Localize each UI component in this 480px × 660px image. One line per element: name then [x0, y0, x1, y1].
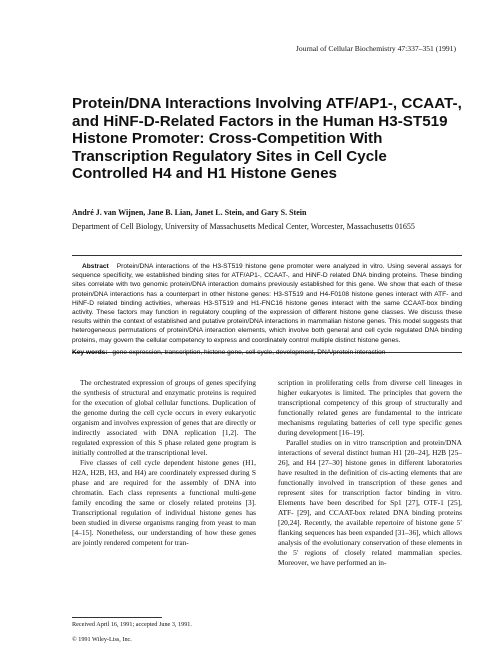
body-paragraph: Parallel studies on in vitro transcription and protein/DNA interactions of several distinct human H1 [20–24], H2B [25–26], and H4 [27–30] histone genes in different laboratories have resulted in the definition of cis-acting elements that are functionally involved in transcription of these genes and represent sites for transcription factor binding in vitro. Elements have been described for Sp1 [27], OTF-1 [25], ATF- [29], and CCAAT-box related DNA binding proteins [20,24]. Recently, the available repertoire of histone gene 5′ flanking sequences has been expanded [31–36], which allows analysis of the evolutionary conservation of these elements in the 5′ regions of closely related mammalian species. Moreover, we have performed an in-: [278, 438, 462, 567]
abstract: [72, 255, 462, 353]
body-paragraph: scription in proliferating cells from diverse cell lineages in higher eukaryotes is limited. The principles that govern the transcriptional competency of this group of structurally and functionally related genes are fundamental to the intricate mechanisms regulating batteries of cell type specific genes during development [16–19].: [278, 378, 462, 437]
body-column-left: [72, 378, 256, 548]
body-paragraph: Five classes of cell cycle dependent histone genes (H1, H2A, H2B, H3, and H4) are coordinately expressed during S phase and are required for the assembly of DNA into chromatin. Each class represents a functional multi-gene family encoding the same or closely related proteins [3]. Transcriptional regulation of individual histone genes has been studied in diverse organisms ranging from yeast to man [4–15]. Nonetheless, our understanding of how these genes are jointly rendered competent for tran-: [72, 458, 256, 547]
abstract-label: Abstract: [82, 263, 109, 270]
affiliation: Department of Cell Biology, University of Massachusetts Medical Center, Worcester, Massachusetts 01655: [72, 222, 415, 231]
footnote-divider: [72, 617, 162, 618]
keywords-text: gene expression, transcription, histone gene, cell cycle, development, DNA/protein interaction: [112, 349, 386, 356]
journal-citation: Journal of Cellular Biochemistry 47:337–351 (1991): [295, 44, 456, 53]
body-column-right: [278, 378, 462, 568]
author-list: André J. van Wijnen, Jane B. Lian, Janet L. Stein, and Gary S. Stein: [72, 208, 307, 217]
article-title: Protein/DNA Interactions Involving ATF/AP1-, CCAAT-, and HiNF-D-Related Factors in the Human H3-ST519 Histone Promoter: Cross-Competition With Transcription Regulatory Sites in Cell Cycle Controlled H4 and H1 Histone Genes: [72, 95, 462, 183]
keywords: [72, 348, 462, 357]
abstract-text: Protein/DNA interactions of the H3-ST519 histone gene promoter were analyzed in vitro. Using several assays for sequence specificity, we established binding sites for ATF/AP1-, CCAAT-, and HiNF-D related DNA binding proteins. These binding sites correlate with two genomic protein/DNA interaction domains previously established for this gene. We show that each of these protein/DNA interactions has a counterpart in other histone genes: H3-ST519 and H4-F0108 histone genes interact with ATF- and HiNF-D related binding activities, whereas H3-ST519 and H1-FNC16 histone genes interact with the same CCAAT-box binding activity. These factors may function in regulatory coupling of the expression of different histone gene classes. We discuss these results within the context of established and putative protein/DNA interactions in mammalian histone genes. This model suggests that heterogeneous permutations of protein/DNA interaction elements, which involve both general and cell cycle regulated DNA binding proteins, may govern the cellular competency to express and coordinately control multiple distinct histone genes.: [72, 263, 462, 344]
body-paragraph: The orchestrated expression of groups of genes specifying the synthesis of structural and enzymatic proteins is required for the execution of global cellular functions. Duplication of the genome during the cell cycle occurs in every eukaryotic organism and involves expression of genes that are directly or indirectly associated with DNA replication [1,2]. The regulated expression of this S phase related gene program is initially controlled at the transcriptional level.: [72, 378, 256, 457]
keywords-label: Key words:: [72, 349, 108, 356]
received-date-footnote: Received April 16, 1991; accepted June 3, 1991.: [72, 621, 192, 628]
copyright-notice: © 1991 Wiley-Liss, Inc.: [72, 636, 132, 643]
